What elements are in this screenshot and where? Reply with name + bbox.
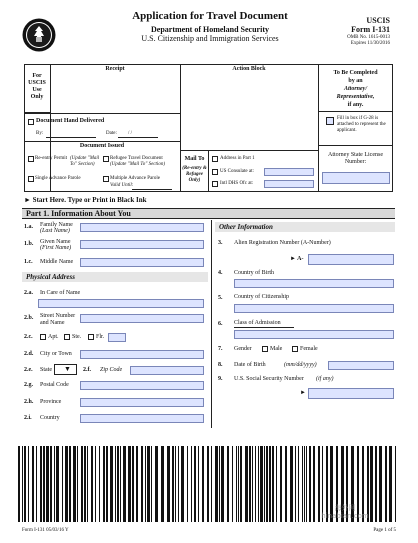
barcode-bar — [117, 446, 119, 522]
multiple-parole-checkbox[interactable] — [103, 176, 109, 182]
barcode-bar — [290, 446, 293, 522]
a-number-prefix: ► A- — [290, 256, 304, 262]
barcode-bar — [123, 446, 126, 522]
barcode-bar — [172, 446, 174, 522]
hand-delivered-checkbox[interactable] — [28, 119, 34, 125]
barcode-bar — [110, 446, 113, 522]
barcode-bar — [22, 446, 23, 522]
province-input[interactable] — [80, 398, 204, 407]
us-consulate-input[interactable] — [264, 168, 314, 176]
barcode-bar — [77, 446, 78, 522]
barcode-bar — [167, 446, 170, 522]
dhs-seal-icon — [22, 18, 56, 52]
barcode-bar — [245, 446, 248, 522]
barcode-bar — [215, 446, 218, 522]
barcode-bar — [178, 446, 179, 522]
barcode-bar — [395, 446, 396, 522]
intl-dhs-input[interactable] — [264, 180, 314, 188]
barcode-bar — [276, 446, 277, 522]
barcode-bar — [187, 446, 188, 522]
part1-title: Part 1. Information About You — [26, 209, 131, 218]
barcode-bar — [43, 446, 45, 522]
start-here-instruction: ► Start Here. Type or Print in Black Ink — [24, 196, 147, 204]
barcode-bar — [91, 446, 93, 522]
barcode-bar — [155, 446, 158, 522]
action-block-label: Action Block — [232, 66, 266, 72]
flr-checkbox[interactable] — [88, 334, 94, 340]
barcode-bar — [266, 446, 268, 522]
a-number-input[interactable] — [308, 254, 394, 265]
barcode-bar — [46, 446, 49, 522]
barcode-bar — [260, 446, 263, 522]
barcode-bar — [240, 446, 242, 522]
ssn-input[interactable] — [308, 388, 394, 399]
barcode-bar — [87, 446, 88, 522]
date-of-birth-input[interactable] — [328, 361, 394, 370]
receipt-label: Receipt — [105, 66, 125, 72]
ste-checkbox[interactable] — [64, 334, 70, 340]
middle-name-input[interactable] — [80, 258, 204, 267]
barcode-bar — [272, 446, 274, 522]
barcode-bar — [95, 446, 96, 522]
barcode-bar — [194, 446, 196, 522]
barcode-bar — [232, 446, 233, 522]
form-title: Application for Travel Document — [132, 10, 288, 22]
barcode-bar — [32, 446, 34, 522]
barcode-bar — [207, 446, 209, 522]
barcode-bar — [99, 446, 100, 522]
department-name: Department of Homeland Security — [151, 25, 269, 34]
zip-code-input[interactable] — [130, 366, 204, 375]
barcode-bar — [120, 446, 121, 522]
barcode-bar — [202, 446, 204, 522]
barcode-bar — [298, 446, 299, 522]
uscis-label: USCIS — [366, 16, 390, 25]
apt-number-input[interactable] — [108, 333, 126, 342]
barcode-bar — [136, 446, 138, 522]
barcode-bar — [28, 446, 29, 522]
mail-intl-dhs-checkbox[interactable] — [212, 181, 218, 187]
hand-delivered-label: Document Hand Delivered — [36, 118, 105, 124]
mail-address-part1-checkbox[interactable] — [212, 156, 218, 162]
barcode-bar — [24, 446, 26, 522]
barcode-bar — [62, 446, 63, 522]
male-checkbox[interactable] — [262, 346, 268, 352]
barcode-bar — [147, 446, 150, 522]
barcode-bar — [219, 446, 220, 522]
omb-number: OMB No. 1615-0013 — [347, 35, 390, 40]
barcode-bar — [227, 446, 229, 522]
barcode-bar — [258, 446, 259, 522]
barcode-bar — [115, 446, 116, 522]
barcode-bar — [191, 446, 192, 522]
chevron-down-icon: ▼ — [64, 365, 71, 373]
female-checkbox[interactable] — [292, 346, 298, 352]
barcode-bar — [73, 446, 76, 522]
barcode-bar — [252, 446, 253, 522]
barcode-bar — [221, 446, 224, 522]
barcode-bar — [198, 446, 199, 522]
apt-checkbox[interactable] — [40, 334, 46, 340]
barcode-bar — [50, 446, 52, 522]
attorney-license-label: Attorney State License Number: — [328, 152, 383, 165]
street-input[interactable] — [80, 314, 204, 323]
ssn-arrow-icon: ► — [300, 390, 306, 396]
barcode-bar — [132, 446, 134, 522]
barcode-bar — [84, 446, 86, 522]
barcode-bar — [211, 446, 212, 522]
barcode-bar — [81, 446, 83, 522]
form-edition: Form I-131 05/03/16 Y — [22, 528, 69, 533]
barcode-bar — [145, 446, 146, 522]
barcode-bar — [295, 446, 296, 522]
barcode-bar — [175, 446, 176, 522]
watermark: 海外网 hinabian.com — [321, 504, 369, 521]
city-input[interactable] — [80, 350, 204, 359]
care-of-name-input[interactable] — [38, 299, 204, 308]
expires-date: Expires 11/30/2016 — [350, 41, 390, 46]
page-number: Page 1 of 5 — [373, 528, 396, 533]
barcode-bar — [40, 446, 42, 522]
document-issued-label: Document Issued — [79, 143, 125, 149]
barcode-bar — [280, 446, 282, 522]
given-name-input[interactable] — [80, 240, 204, 249]
barcode-bar — [56, 446, 59, 522]
barcode-bar — [264, 446, 265, 522]
family-name-input[interactable] — [80, 223, 204, 232]
barcode-bar — [69, 446, 71, 522]
barcode-bar — [238, 446, 239, 522]
state-select[interactable] — [54, 364, 77, 375]
mail-to-label: Mail To — [184, 156, 205, 162]
barcode-bar — [106, 446, 108, 522]
class-of-admission-input[interactable] — [234, 330, 394, 339]
physical-address-heading: Physical Address — [26, 273, 75, 281]
form-number: Form I-131 — [351, 25, 390, 34]
barcode-bar — [285, 446, 287, 522]
barcode-bar — [36, 446, 37, 522]
barcode-bar — [255, 446, 256, 522]
to-be-completed: To Be Completed — [333, 70, 378, 76]
barcode-bar — [65, 446, 68, 522]
postal-code-input[interactable] — [80, 381, 204, 390]
country-input[interactable] — [80, 414, 204, 423]
reentry-permit-checkbox[interactable] — [28, 156, 34, 162]
agency-name: U.S. Citizenship and Immigration Services — [141, 34, 279, 43]
barcode-bar — [151, 446, 152, 522]
mail-us-consulate-checkbox[interactable] — [212, 169, 218, 175]
g28-checkbox[interactable] — [326, 117, 334, 125]
country-of-citizenship-input[interactable] — [234, 304, 394, 313]
for-uscis-use: For USCIS Use Only — [28, 73, 46, 100]
refugee-doc-checkbox[interactable] — [103, 156, 109, 162]
barcode-bar — [249, 446, 251, 522]
barcode-bar — [181, 446, 184, 522]
single-parole-checkbox[interactable] — [28, 176, 34, 182]
other-info-heading: Other Information — [219, 223, 273, 231]
barcode-bar — [54, 446, 55, 522]
barcode-bar — [103, 446, 105, 522]
g28-text: Fill in box if G-28 is attached to represent the applicant. — [337, 116, 386, 133]
attorney-license-input[interactable] — [322, 172, 390, 184]
barcode-bar — [128, 446, 131, 522]
country-of-birth-input[interactable] — [234, 279, 394, 288]
barcode-bar — [141, 446, 143, 522]
barcode-bar — [161, 446, 164, 522]
barcode-bar — [269, 446, 271, 522]
barcode-bar — [18, 446, 20, 522]
barcode-bar — [236, 446, 237, 522]
